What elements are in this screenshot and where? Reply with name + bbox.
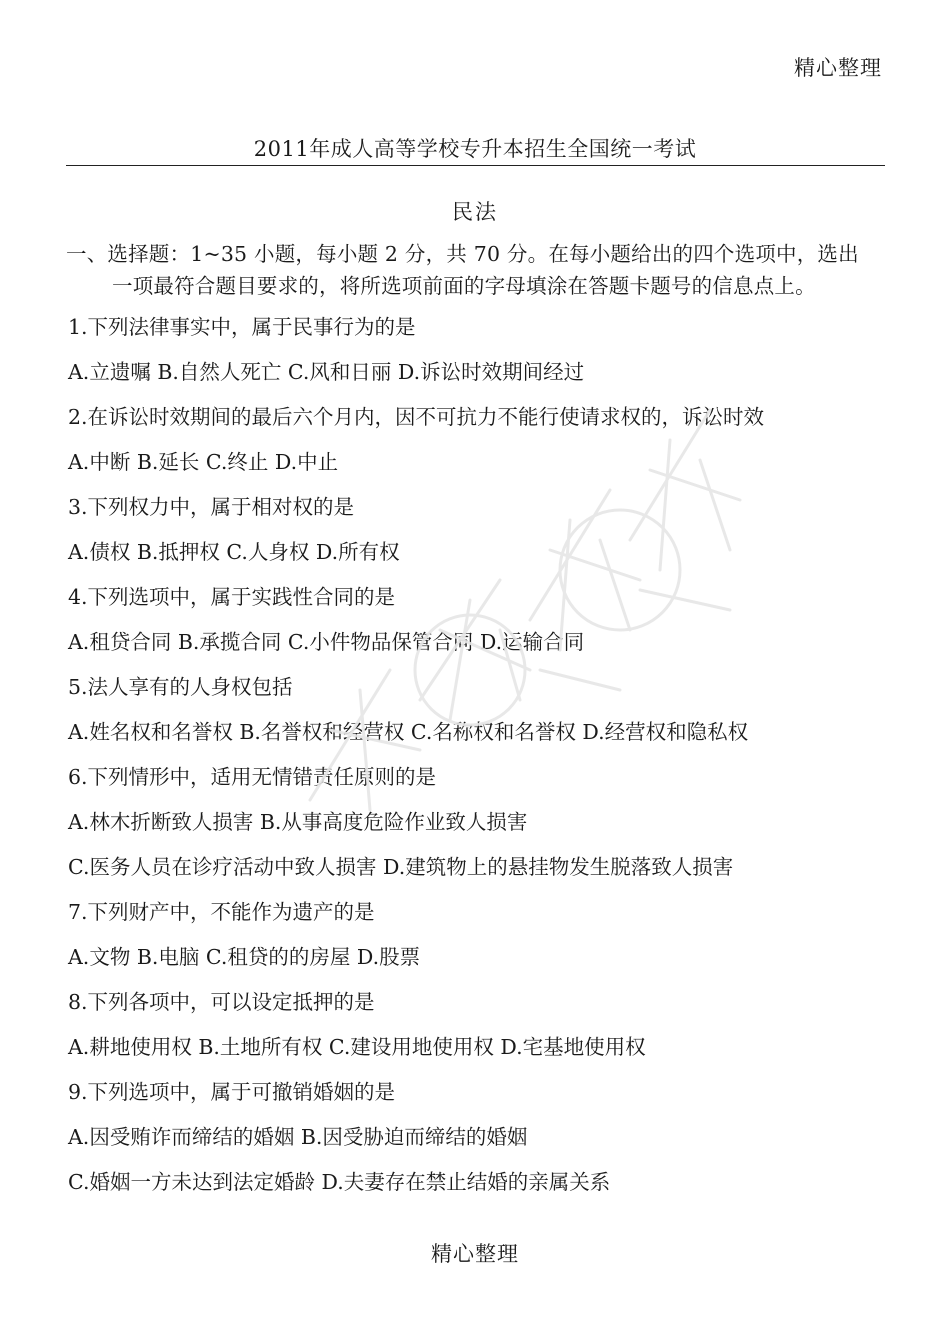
section-instructions-line2: 一项最符合题目要求的，将所选项前面的字母填涂在答题卡题号的信息点上。 — [112, 274, 816, 298]
question-5-options: A.姓名权和名誉权 B.名誉权和经营权 C.名称权和名誉权 D.经营权和隐私权 — [68, 720, 749, 744]
title-rule — [66, 165, 885, 166]
question-3-options: A.债权 B.抵押权 C.人身权 D.所有权 — [68, 540, 400, 564]
question-6-stem: 6.下列情形中，适用无情错责任原则的是 — [68, 765, 437, 789]
question-1-options: A.立遗嘱 B.自然人死亡 C.风和日丽 D.诉讼时效期间经过 — [68, 360, 585, 384]
section-instructions-line1: 一、选择题：1~35 小题，每小题 2 分，共 70 分。在每小题给出的四个选项中，选出 — [66, 242, 859, 266]
question-9-stem: 9.下列选项中，属于可撤销婚姻的是 — [68, 1080, 396, 1104]
question-2-stem: 2.在诉讼时效期间的最后六个月内，因不可抗力不能行使请求权的，诉讼时效 — [68, 405, 765, 429]
section-instructions — [66, 238, 888, 302]
question-8-stem: 8.下列各项中，可以设定抵押的是 — [68, 990, 375, 1014]
question-7-stem: 7.下列财产中，不能作为遗产的是 — [68, 900, 375, 924]
question-7-options: A.文物 B.电脑 C.租贷的的房屋 D.股票 — [68, 945, 421, 969]
question-9-options-line1: A.因受贿诈而缔结的婚姻 B.因受胁迫而缔结的婚姻 — [68, 1125, 528, 1149]
question-6-options-line2: C.医务人员在诊疗活动中致人损害 D.建筑物上的悬挂物发生脱落致人损害 — [68, 855, 734, 879]
question-list — [68, 310, 898, 1210]
header-note: 精心整理 — [794, 56, 882, 80]
subject-heading: 民法 — [452, 200, 498, 224]
question-6-options-line1: A.林木折断致人损害 B.从事高度危险作业致人损害 — [68, 810, 528, 834]
question-4-options: A.租贷合同 B.承揽合同 C.小件物品保管合同 D.运输合同 — [68, 630, 585, 654]
question-8-options: A.耕地使用权 B.土地所有权 C.建设用地使用权 D.宅基地使用权 — [68, 1035, 646, 1059]
question-5-stem: 5.法人享有的人身权包括 — [68, 675, 293, 699]
footer-note: 精心整理 — [431, 1242, 519, 1266]
question-1-stem: 1.下列法律事实中，属于民事行为的是 — [68, 315, 416, 339]
question-3-stem: 3.下列权力中，属于相对权的是 — [68, 495, 355, 519]
exam-title: 2011年成人高等学校专升本招生全国统一考试 — [253, 137, 697, 161]
question-4-stem: 4.下列选项中，属于实践性合同的是 — [68, 585, 396, 609]
question-9-options-line2: C.婚姻一方未达到法定婚龄 D.夫妻存在禁止结婚的亲属关系 — [68, 1170, 611, 1194]
question-2-options: A.中断 B.延长 C.终止 D.中止 — [68, 450, 339, 474]
